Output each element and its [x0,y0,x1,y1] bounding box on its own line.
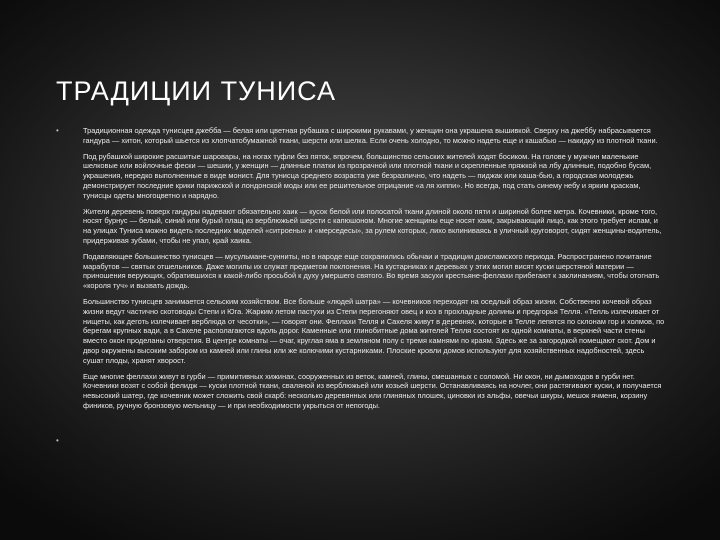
paragraph-gurbi-huts: Еще многие феллахи живут в гурби — примитивных хижинах, сооруженных из веток, камней, глины, смешанных с соломой. Ни окон, ни дымоходов в гурби нет. Кочевники возят с собой фелидж — куски плотной ткани, сваляной из верблюжьей или козьей шерсти. Останавливаясь на ночлег, они растягивают куски, и получается невысокий шатер, где кочевник может сложить свой скарб: несколько деревянных или глиняных плошек, циновки из альфы, овечьи шкуры, мешок ячменя, корзину фиников, ручную бронзовую мельницу — и при необходимости укрыться от непогоды. [83,371,662,410]
bullet-item [56,126,666,411]
paragraph-clothing: Традиционная одежда тунисцев джебба — белая или цветная рубашка с широкими рукавами, у женщин она украшена вышивкой. Сверху на джеббу набрасывается гандура — хитон, который шьется из хлопчатобумажной ткани, шерсти или шелка. Если очень холодно, то можно надеть еще и кашабью — накидку из плотной ткани. [83,126,658,145]
slide-body [56,126,666,417]
empty-bullet-icon: • [56,436,59,445]
bullet-icon: • [56,126,59,135]
paragraph-religion: Подавляющее большинство тунисцев — мусульмане-сунниты, но в народе еще сохранились обычаи и традиции доисламского периода. Распространено почитание марабутов — святых отшельников. Даже могилы их служат предметом поклонения. На кустарниках и деревьях у этих могил висят куски шерстяной материи — приношения верующих, обратившихся к какой-либо просьбой к духу умершего святого. Во время засухи крестьяне-феллахи прибегают к заклинаниям, чтобы отогнать «короля туч» и вызвать дождь. [83,251,660,291]
paragraph-haik-and-burnous: Жители деревень поверх гандуры надевают обязательно хаик — кусок белой или полосатой ткани длиной около пяти и шириной более метра. Кочевники, кроме того, носят бурнус — белый, синий или бурый плащ из верблюжьей шерсти с капюшоном. Многие женщины еще носят хаик, закрывающий лицо, как этого требует ислам, и на улицах Туниса можно видеть последних моделей «ситроены» и «мерседесы», за рулем которых, лихо вклиниваясь в уличный круговорот, сидят женщины-водитель, придерживая зубами, чтобы не упал, край хаика. [83,206,662,245]
slide-title: ТРАДИЦИИ ТУНИСА [56,76,337,106]
paragraph-agriculture: Большинство тунисцев занимается сельским хозяйством. Все больше «людей шатра» — кочевников переходят на оседлый образ жизни. Собственно кочевой образ жизни ведут частично скотоводы Степи и Юга. Жарким летом пастухи из Степи перегоняют овец и коз в прохладные долины и предгорья Телля. «Телль излечивает от нищеты, как деготь излечивает верблюда от чесотки», — говорят они. Феллахи Телля и Сахеля живут в деревнях, которые в Телле лепятся по склонам гор и холмов, по берегам крупных вади, а в Сахеле располагаются вдоль дорог. Каменные или глинобитные дома жителей Телля состоят из одной комнаты, в верхней части стены вместо окон проделаны отверстия. В центре комнаты — очаг, круглая яма в земляном полу с тремя камнями по краям. Здесь же за загородкой помещают скот. Дом и двор окружены высоким забором из камней или глины или же колючими кустарниками. Плоские кровли домов используют для хозяйственных надобностей, здесь сушат плоды, хранят хворост. [83,296,665,365]
paragraph-trousers-and-headwear: Под рубашкой широкие расшитые шаровары, на ногах туфли без пяток, впрочем, большинство сельских жителей ходят босиком. На голове у мужчин маленькие шелковые или войлочные фески — шешии, у женщин — длинные платки из прозрачной или плотной ткани и скрепленные пряжкой на лбу длинные, подобно бусам, украшения, нередко выполненные в виде монист. Для тунисца среднего возраста уже безразлично, что надеть — пиджак или каша-бью, а городская молодежь демонстрирует последние крики парижской и лондонской моды или ее решительное отрицание «а ля хиппи». Но всегда, под стать синему небу и ярким краскам, тунисцы одеты многоцветно и нарядно. [83,151,652,200]
